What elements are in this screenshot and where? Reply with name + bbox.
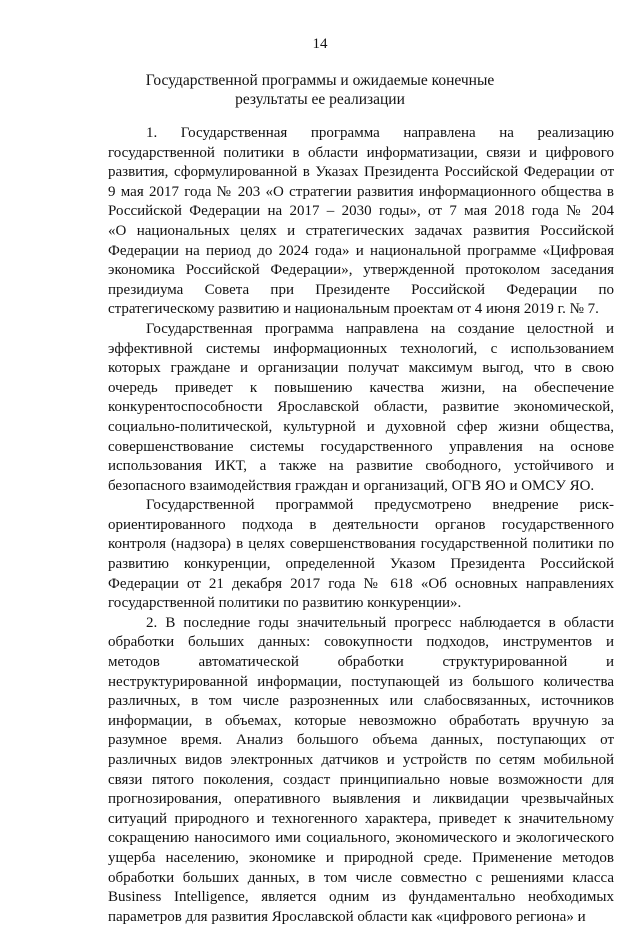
text-line: социально-политической, культурной и духовной сфер жизни общества, bbox=[108, 418, 614, 435]
text-line: государственной политики по развитию конкуренции». bbox=[108, 595, 462, 612]
text-line: государственной политики в области информатизации, связи и цифрового bbox=[108, 144, 614, 161]
text-line: конкурентоспособности Ярославской области, развитие экономической, bbox=[108, 399, 614, 416]
text-line: ущерба населению, экономике и природной среде. Применение методов bbox=[108, 849, 614, 866]
text-line: контроля (надзора) в целях совершенствования государственной политики по bbox=[108, 536, 614, 553]
text-line: безопасного взаимодействия граждан и организаций, ОГВ ЯО и ОМСУ ЯО. bbox=[108, 477, 595, 494]
text-line: Государственной программой предусмотрено внедрение риск- bbox=[146, 497, 614, 514]
text-line: очередь приведет к повышению качества жизни, на обеспечение bbox=[108, 379, 614, 396]
paragraph bbox=[108, 320, 614, 496]
text-line: Государственная программа направлена на создание целостной и bbox=[146, 320, 614, 337]
text-line: развития, сформулированной в Указах Президента Российской Федерации от bbox=[108, 164, 614, 181]
text-line: разумное время. Анализ большого объема данных, поступающих от bbox=[108, 732, 614, 749]
paragraph bbox=[108, 124, 614, 320]
text-line: Федерации на период до 2024 года» и национальной программе «Цифровая bbox=[108, 242, 614, 259]
text-line: параметров для развития Ярославской области как «цифрового региона» и bbox=[108, 908, 586, 925]
paragraph bbox=[108, 496, 614, 614]
text-line: различных, в том числе разрозненных или слабосвязанных, источников bbox=[108, 693, 614, 710]
text-line: прогнозирования, оперативного выявления и ликвидации чрезвычайных bbox=[108, 791, 614, 808]
text-line: Федерации от 21 декабря 2017 года № 618 «Об основных направлениях bbox=[108, 575, 614, 592]
text-line: связи пятого поколения, создаст принципиально новые возможности для bbox=[108, 771, 614, 788]
text-line: «О национальных целях и стратегических задачах развития Российской bbox=[108, 222, 614, 239]
text-line: президиума Совета при Президенте Российской Федерации по bbox=[108, 281, 614, 298]
section-heading bbox=[140, 71, 500, 109]
text-line: развитию конкуренции, определенной Указом Президента Российской bbox=[108, 556, 614, 573]
text-line: сокращению наносимого ими социального, экономического и экологического bbox=[108, 830, 614, 847]
text-line: ситуаций природного и техногенного характера, приведет к значительному bbox=[108, 810, 614, 827]
text-line: 1. Государственная программа направлена на реализацию bbox=[146, 125, 614, 141]
page-number: 14 bbox=[312, 36, 328, 52]
text-line: обработки больших данных: совокупности подходов, инструментов и bbox=[108, 634, 614, 651]
document-body bbox=[108, 124, 614, 927]
heading-line: результаты ее реализации bbox=[235, 91, 405, 108]
text-line: неструктурированной информации, поступающей из большого количества bbox=[108, 673, 614, 690]
text-line: стратегическому развитию и национальным проектам от 4 июня 2019 г. № 7. bbox=[108, 301, 599, 318]
text-line: информации, в объемах, которые невозможно обработать вручную за bbox=[108, 712, 614, 729]
text-line: которых граждане и организации получат максимум выгод, что в свою bbox=[108, 360, 614, 377]
text-line: 9 мая 2017 года № 203 «О стратегии развития информационного общества в bbox=[108, 183, 614, 200]
text-line: 2. В последние годы значительный прогресс наблюдается в области bbox=[146, 614, 614, 631]
text-line: Business Intelligence, является одним из фундаментально необходимых bbox=[108, 889, 614, 906]
text-line: различных видов электронных датчиков и устройств по сетям мобильной bbox=[108, 752, 614, 768]
heading-line: Государственной программы и ожидаемые конечные bbox=[145, 72, 495, 89]
text-line: ориентированного подхода в деятельности органов государственного bbox=[108, 516, 614, 533]
text-line: использования ИКТ, а также на развитие свободного, устойчивого и bbox=[108, 458, 614, 475]
text-line: обработки больших данных, в том числе совместно с решениями класса bbox=[108, 869, 614, 886]
text-line: экономика Российской Федерации», утвержденной протоколом заседания bbox=[108, 262, 614, 279]
paragraph bbox=[108, 614, 614, 927]
text-line: эффективной системы информационных технологий, с использованием bbox=[108, 340, 614, 357]
text-line: совершенствование системы государственного управления на основе bbox=[108, 438, 614, 455]
text-line: методов автоматической обработки структурированной и bbox=[108, 654, 614, 671]
text-line: Российской Федерации на 2017 – 2030 годы», от 7 мая 2018 года № 204 bbox=[108, 203, 614, 220]
